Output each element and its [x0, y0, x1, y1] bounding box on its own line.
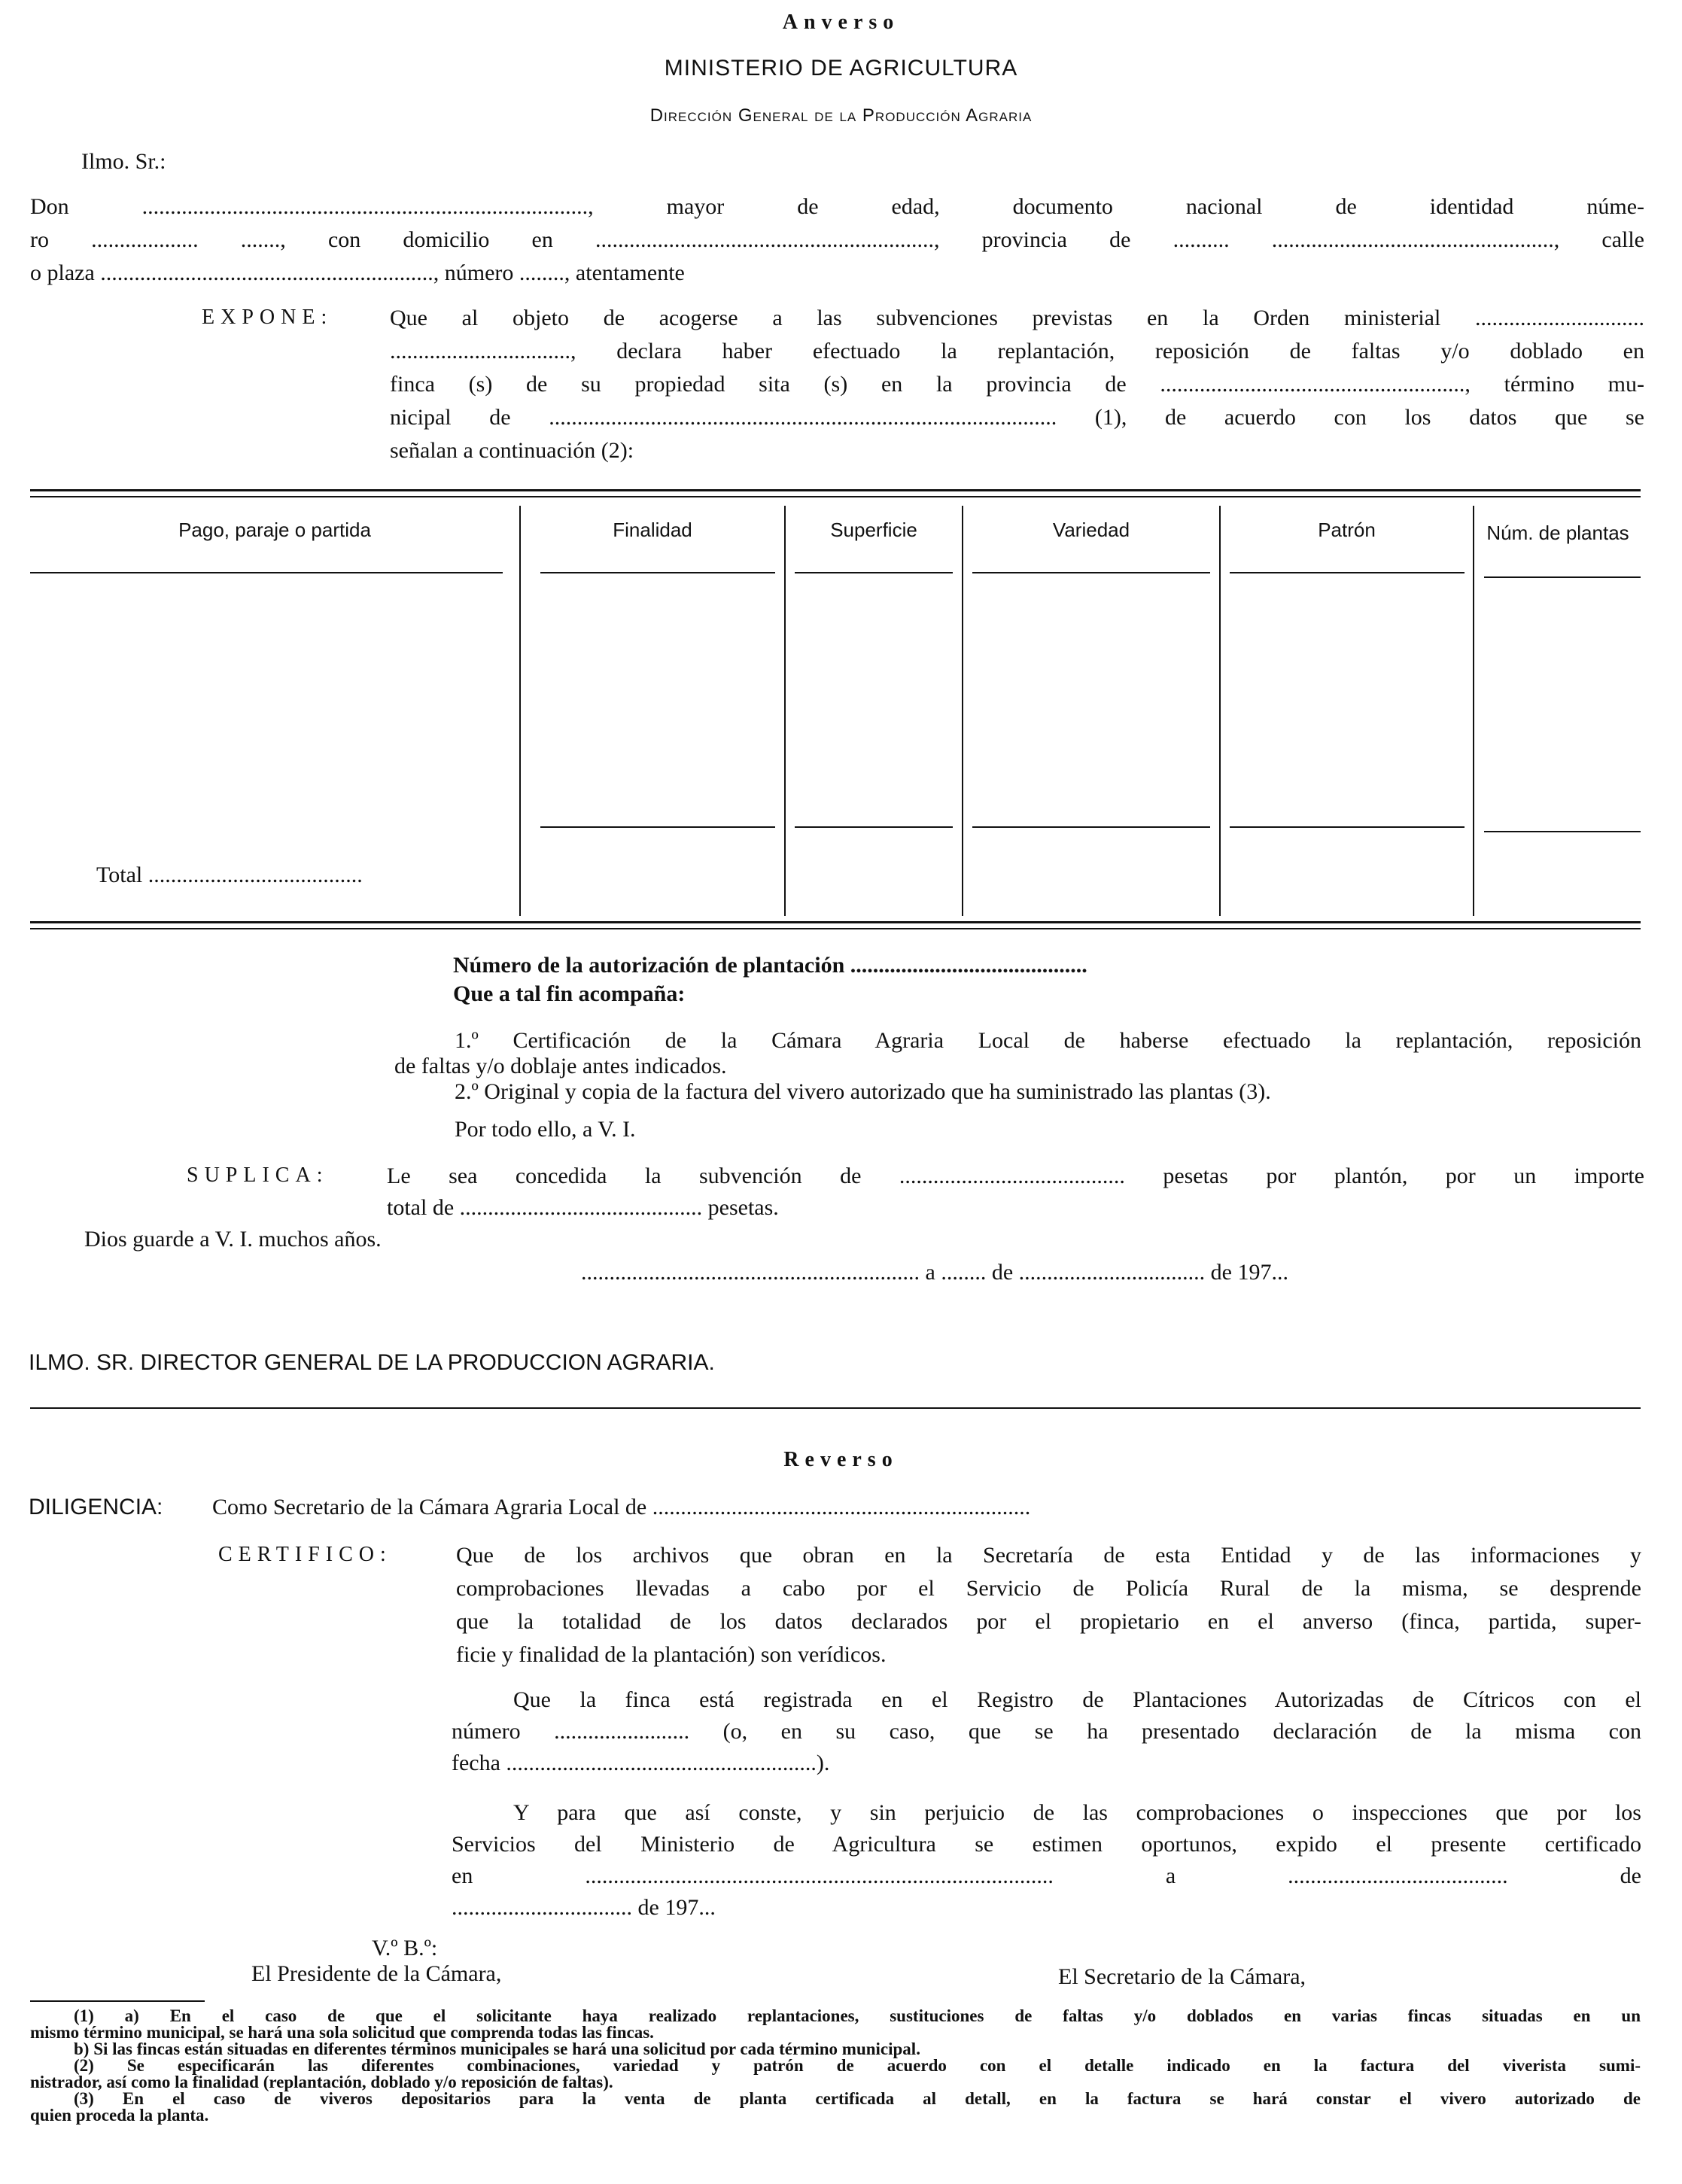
- diligencia-label: DILIGENCIA:: [29, 1495, 163, 1519]
- header-variedad: Variedad: [1052, 519, 1130, 541]
- footnote-1a-line-2: mismo término municipal, se hará una sola solicitud que comprenda todas las fincas.: [30, 2023, 654, 2042]
- visto-bueno: V.º B.º:: [372, 1936, 438, 1960]
- expone-line-4: nicipal de .......................................................................................... (1), de acuerdo con los datos que se: [390, 405, 1644, 430]
- item1-line-1: 1.º Certificación de la Cámara Agraria Local de haberse efectuado la replantación, reposición: [455, 1028, 1641, 1053]
- por-todo: Por todo ello, a V. I.: [455, 1117, 636, 1142]
- addressee: ILMO. SR. DIRECTOR GENERAL DE LA PRODUCCION AGRARIA.: [29, 1350, 715, 1375]
- certifico-p3-line-1: Y para que así conste, y sin perjuicio de las comprobaciones o inspecciones que por los: [513, 1800, 1641, 1825]
- header-finalidad: Finalidad: [613, 519, 692, 541]
- expone-line-1: Que al objeto de acogerse a las subvenciones previstas en la Orden ministerial ..............................: [390, 306, 1644, 330]
- suplica-line-2: total de ........................................... pesetas.: [387, 1195, 779, 1220]
- certifico-p3-line-2: Servicios del Ministerio de Agricultura se estimen oportunos, expido el presente certificado: [452, 1832, 1641, 1857]
- accompanies-label: Que a tal fin acompaña:: [453, 981, 686, 1006]
- footnote-1a-line-1: (1) a) En el caso de que el solicitante haya realizado replantaciones, sustituciones de faltas y/o doblados en varias fincas situadas en un: [74, 2006, 1641, 2025]
- dios-guarde: Dios guarde a V. I. muchos años.: [84, 1227, 382, 1252]
- suplica-line-1: Le sea concedida la subvención de ........................................ pesetas por plantón, por un importe: [387, 1163, 1644, 1188]
- header-pago: Pago, paraje o partida: [178, 519, 371, 541]
- certifico-p2-line-3: fecha .......................................................).: [452, 1751, 830, 1775]
- certifico-p2-line-2: número ........................ (o, en su caso, que se ha presentado declaración de la misma con: [452, 1719, 1641, 1744]
- header-patron: Patrón: [1318, 519, 1376, 541]
- item2: 2.º Original y copia de la factura del vivero autorizado que ha suministrado las plantas (3).: [455, 1079, 1271, 1104]
- header-superficie: Superficie: [830, 519, 917, 541]
- certifico-p1-line-4: ficie y finalidad de la plantación) son verídicos.: [456, 1642, 887, 1667]
- ministry-title: MINISTERIO DE AGRICULTURA: [664, 56, 1018, 81]
- suplica-label: SUPLICA:: [187, 1163, 329, 1187]
- expone-line-3: finca (s) de su propiedad sita (s) en la provincia de ......................................................, término mu-: [390, 372, 1644, 397]
- intro-line-3: o plaza ..........................................................., número ........, atentamente: [30, 260, 685, 285]
- certifico-p3-line-3: en ................................................................................... a ....................................... de: [452, 1863, 1641, 1888]
- certifico-label: CERTIFICO:: [218, 1543, 392, 1566]
- footnote-2-line-2: nistrador, así como la finalidad (replantación, doblado y/o reposición de faltas).: [30, 2073, 613, 2091]
- item1-line-2: de faltas y/o doblaje antes indicados.: [394, 1054, 727, 1078]
- expone-line-2: ................................, declara haber efectuado la replantación, reposición de faltas y/o doblado en: [390, 339, 1644, 363]
- expone-label: EXPONE:: [202, 306, 333, 329]
- direction-title: Dirección General de la Producción Agraria: [649, 105, 1033, 126]
- certifico-p1-line-3: que la totalidad de los datos declarados por el propietario en el anverso (finca, partida, super-: [456, 1609, 1641, 1634]
- authorization-number: Número de la autorización de plantación ..........................................: [453, 953, 1087, 978]
- footnote-3-line-2: quien proceda la planta.: [30, 2106, 209, 2125]
- certifico-p3-line-4: ................................ de 197...: [452, 1895, 716, 1920]
- anverso-label: Anverso: [782, 11, 900, 34]
- intro-line-2: ro ................... ......., con domicilio en ............................................................, provincia de .......... .................................................., calle: [30, 227, 1644, 252]
- date-line: ............................................................ a ........ de ................................. de 197...: [581, 1260, 1288, 1285]
- footnote-3-line-1: (3) En el caso de viveros depositarios para la venta de planta certificada al detall, en la factura se hará constar el vivero autorizado de: [74, 2089, 1641, 2108]
- intro-line-1: Don ..............................................................................., mayor de edad, documento nacional de identidad núme-: [30, 194, 1644, 219]
- certifico-p1-line-2: comprobaciones llevadas a cabo por el Servicio de Policía Rural de la misma, se desprende: [456, 1576, 1641, 1601]
- certifico-p2-line-1: Que la finca está registrada en el Registro de Plantaciones Autorizadas de Cítricos con el: [513, 1687, 1641, 1712]
- salutation: Ilmo. Sr.:: [81, 149, 166, 174]
- certifico-p1-line-1: Que de los archivos que obran en la Secretaría de esta Entidad y de las informaciones y: [456, 1543, 1641, 1568]
- president-signature: El Presidente de la Cámara,: [251, 1961, 502, 1986]
- expone-line-5: señalan a continuación (2):: [390, 438, 634, 463]
- footnote-1b: b) Si las fincas están situadas en diferentes términos municipales se hará una solicitud por cada término municipal.: [74, 2040, 920, 2058]
- footnote-2-line-1: (2) Se especificarán las diferentes combinaciones, variedad y patrón de acuerdo con el detalle indicado en la factura del viverista sumi-: [74, 2056, 1641, 2075]
- secretary-signature: El Secretario de la Cámara,: [1058, 1964, 1306, 1989]
- header-num-plantas: Núm. de plantas: [1486, 522, 1629, 544]
- reverso-label: Reverso: [783, 1448, 899, 1471]
- diligencia-text: Como Secretario de la Cámara Agraria Local de ...................................................................: [212, 1495, 1031, 1519]
- table-total-label: Total ......................................: [96, 862, 363, 887]
